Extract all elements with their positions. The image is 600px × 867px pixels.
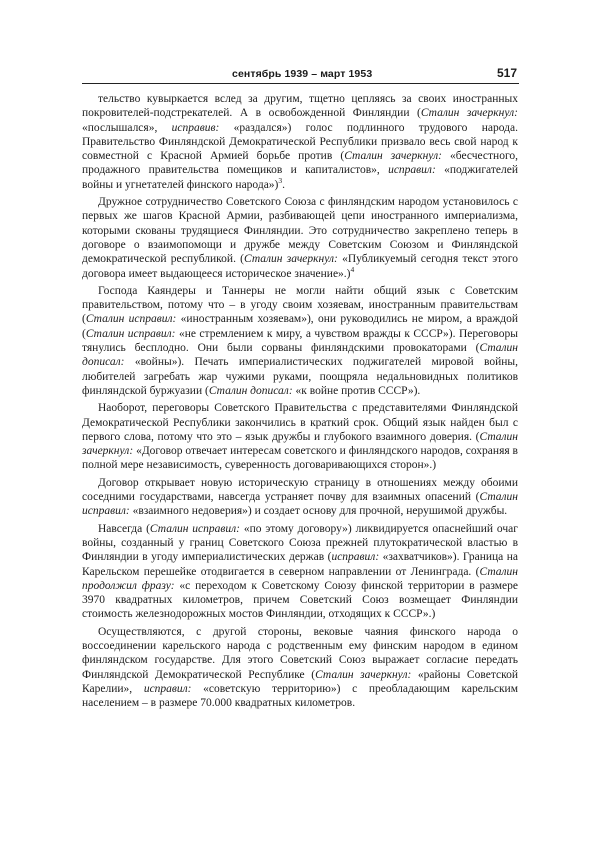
editorial-note: Сталин зачеркнул: <box>315 668 412 681</box>
header-rule <box>82 83 519 84</box>
running-head: сентябрь 1939 – март 1953 <box>232 68 373 80</box>
paragraph <box>82 401 518 472</box>
paragraph <box>82 92 518 192</box>
editorial-note: исправил: <box>143 682 192 695</box>
text-segment: «раздался») голос подлинного трудового народа. Правительство Финляндской Демократической Республики призвало весь свой народ к совместной с Красной Армией борьбе против ( <box>82 121 518 163</box>
text-segment: «районы Советской Карелии», <box>82 668 518 695</box>
text-segment: . <box>282 178 286 191</box>
paragraph <box>82 195 518 281</box>
editorial-note: Сталин дописал: <box>208 384 293 397</box>
text-segment: «с переходом к Советскому Союзу финской территории в размере 3970 квадратных километров, причем Советский Союз возмещает Финляндии стоимость железнодорожных мостов Финляндии, отходящих к СССР».) <box>82 579 518 621</box>
editorial-note: Сталин зачеркнул: <box>344 150 442 163</box>
editorial-note: Сталин исправил: <box>85 313 177 326</box>
footnote-ref: 3 <box>278 175 283 185</box>
paragraph <box>82 476 518 519</box>
editorial-note: Сталин зачеркнул: <box>420 107 518 120</box>
text-segment: «взаимного недоверия») и создает основу для прочной, нерушимой дружбы. <box>129 505 508 518</box>
editorial-note: Сталин зачеркнул: <box>82 430 518 458</box>
editorial-note: исправив: <box>171 121 220 134</box>
text-segment: «поджигателей войны и угнетателей финского народа») <box>82 164 518 191</box>
text-segment: «войны»). Печать империалистических поджигателей мировой войны, любителей загребать жар чужими руками, поощряла недальновидных политиков финляндской буржуазии ( <box>82 356 518 397</box>
text-segment: Навсегда ( <box>98 522 150 535</box>
page-number: 517 <box>496 66 517 80</box>
editorial-note: исправил: <box>388 164 436 177</box>
text-segment: «по этому договору») ликвидируется опаснейший очаг войны, созданный у границ Советского Союза прежней плутократической властью в Финляндии в угоду империалистических держав ( <box>82 522 518 564</box>
text-segment: «послышался», <box>82 121 172 134</box>
text-segment: «иностранным хозяевам»), они руководились не миром, а враждой ( <box>82 313 518 340</box>
text-segment: «Публикуемый сегодня текст этого договора имеет выдающееся историческое значение».) <box>82 253 518 280</box>
footnote-ref: 4 <box>350 264 355 274</box>
text-segment: тельство кувыркается вслед за другим, тщетно цепляясь за своих иностранных покровителей-подстрекателей. А в освобожденной Финляндии ( <box>82 93 518 120</box>
paragraph <box>82 284 518 398</box>
text-segment: «не стремлением к миру, а чувством вражды к СССР»). Переговоры тянулись бесплодно. Они были сорваны финляндскими провокаторами ( <box>82 327 518 355</box>
editorial-note: Сталин дописал: <box>82 342 518 369</box>
text-segment: Господа Каяндеры и Таннеры не могли найти общий язык с Советским правительством, потому что – в угоду своим хозяевам, иностранным правительствам ( <box>82 284 518 326</box>
text-segment: «захватчиков»). Граница на Карельском перешейке отодвигается в северном направлении от Ленинграда. ( <box>82 551 518 578</box>
paragraph <box>82 522 518 622</box>
paragraph <box>82 625 518 711</box>
text-segment: «бесчестного, продажного правительства помещиков и капиталистов», <box>82 150 519 177</box>
editorial-note: исправил: <box>331 551 380 564</box>
editorial-note: Сталин продолжил фразу: <box>82 565 518 592</box>
text-segment: Договор открывает новую историческую страницу в отношениях между обоими соседними государствами, навсегда устраняет почву для взаимных опасений ( <box>82 476 518 504</box>
text-segment: «Договор отвечает интересам советского и финляндского народов, сохраняя в полной мере независимость, суверенность договаривающихся сторон».) <box>82 445 518 472</box>
editorial-note: Сталин исправил: <box>82 491 518 518</box>
body-text <box>82 92 518 713</box>
text-segment: Осуществляются, с другой стороны, вековые чаяния финского народа о воссоединении карельского народа с родственным ему финским народом в едином финляндском государстве. Для этого Советский Союз выражает согласие передать Финляндской Демократической Республике ( <box>82 625 518 681</box>
text-segment: Дружное сотрудничество Советского Союза с финляндским народом установилось с первых же шагов Красной Армии, разбивающей цепи иностранного империализма, которыми скованы трудящиеся Финляндии. Это сотрудничество закреплено теперь в договоре о взаимопомощи и дружбе между Советским Союзом и Финляндской демократической республикой. ( <box>82 196 518 266</box>
page-header <box>82 67 519 85</box>
text-segment: «к войне против СССР»). <box>292 384 421 397</box>
text-segment: «советскую территорию») с преобладающим карельским населением – в размере 70.000 квадратных километров. <box>82 682 518 710</box>
editorial-note: Сталин исправил: <box>149 522 240 535</box>
text-segment: Наоборот, переговоры Советского Правительства с представителями Финляндской Демократической Республики закончились в краткий срок. Общий язык найден был с первого слова, потому что это – язык дружбы и глубокого взаимного доверия. ( <box>82 402 518 443</box>
editorial-note: Сталин зачеркнул: <box>244 253 338 266</box>
editorial-note: Сталин исправил: <box>85 327 176 340</box>
